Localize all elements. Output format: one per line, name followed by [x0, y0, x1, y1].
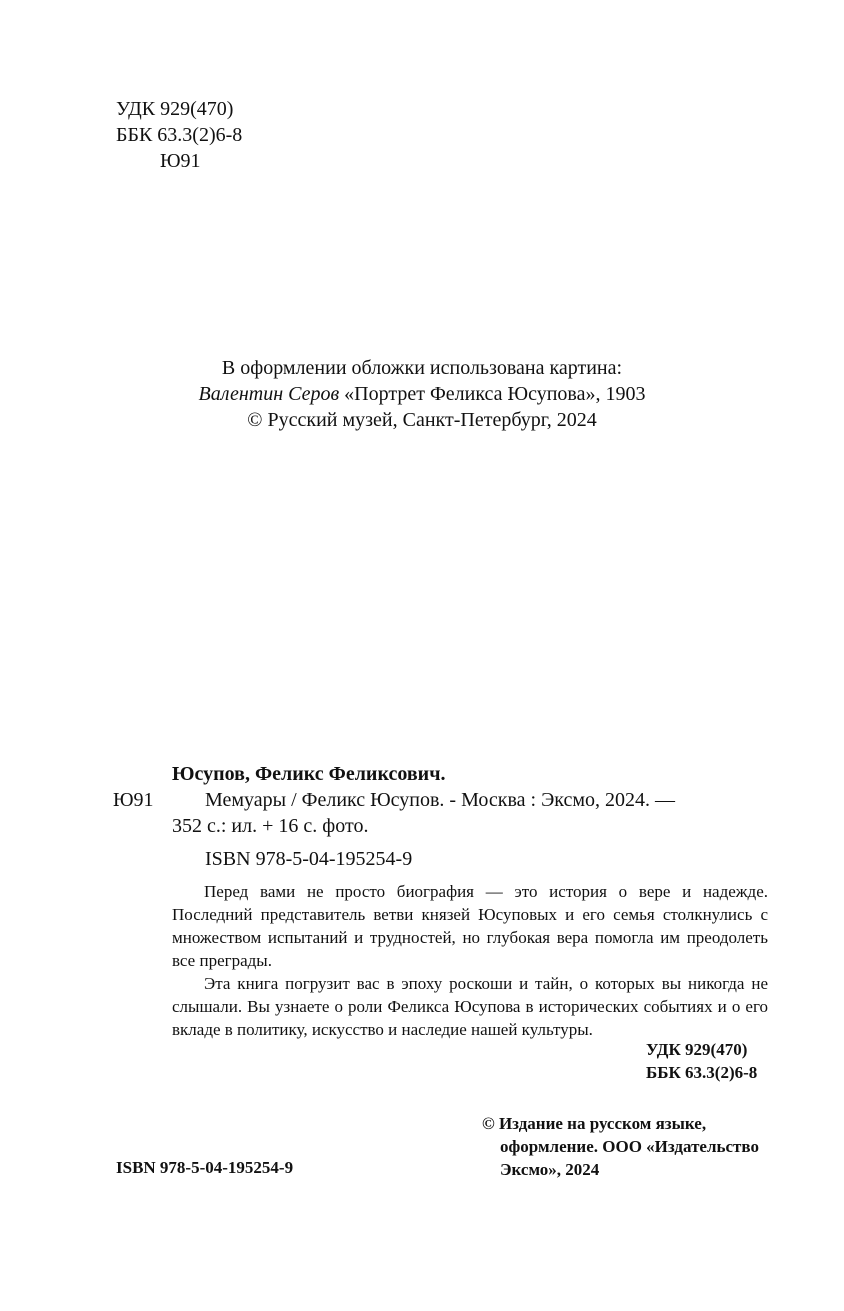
catalog-pages-line: 352 с.: ил. + 16 с. фото. [172, 815, 369, 837]
cover-note-line2 [0, 381, 844, 407]
abstract-paragraph-2: Эта книга погрузит вас в эпоху роскоши и тайн, о которых вы никогда не слышали. Вы узнаете о роли Феликса Юсупова в исторических событиях и о его вкладе в политику, искусство и наследие нашей культуры. [172, 974, 768, 1039]
bbk-code: ББК 63.3(2)6-8 [116, 124, 243, 146]
painting-title: «Портрет Феликса Юсупова», 1903 [344, 383, 646, 405]
udk-code: УДК 929(470) [116, 98, 234, 120]
catalog-author-sign: Ю91 [113, 789, 154, 811]
abstract-paragraph-1: Перед вами не просто биография — это история о вере и надежде. Последний представитель ветви князей Юсуповых и его семья столкнулись с множеством испытаний и трудностей, но глубокая вера помогла им преодолеть все преграды. [172, 882, 768, 970]
catalog-heading: Юсупов, Феликс Феликсович. [172, 763, 446, 785]
catalog-udk: УДК 929(470) [646, 1040, 748, 1059]
artist-name: Валентин Серов [198, 383, 340, 405]
footer-copyright: © Издание на русском языке, оформление. ООО «Издательство Эксмо», 2024 [482, 1114, 759, 1179]
footer-isbn: ISBN 978-5-04-195254-9 [116, 1158, 294, 1177]
catalog-bbk: ББК 63.3(2)6-8 [646, 1063, 758, 1082]
catalog-isbn: ISBN 978-5-04-195254-9 [205, 848, 413, 870]
catalog-title-line: Мемуары / Феликс Юсупов. - Москва : Эксмо, 2024. — [205, 789, 676, 811]
author-sign: Ю91 [160, 150, 201, 172]
cover-note-copyright: © Русский музей, Санкт-Петербург, 2024 [247, 409, 597, 431]
cover-note-line1: В оформлении обложки использована картина: [221, 357, 623, 379]
